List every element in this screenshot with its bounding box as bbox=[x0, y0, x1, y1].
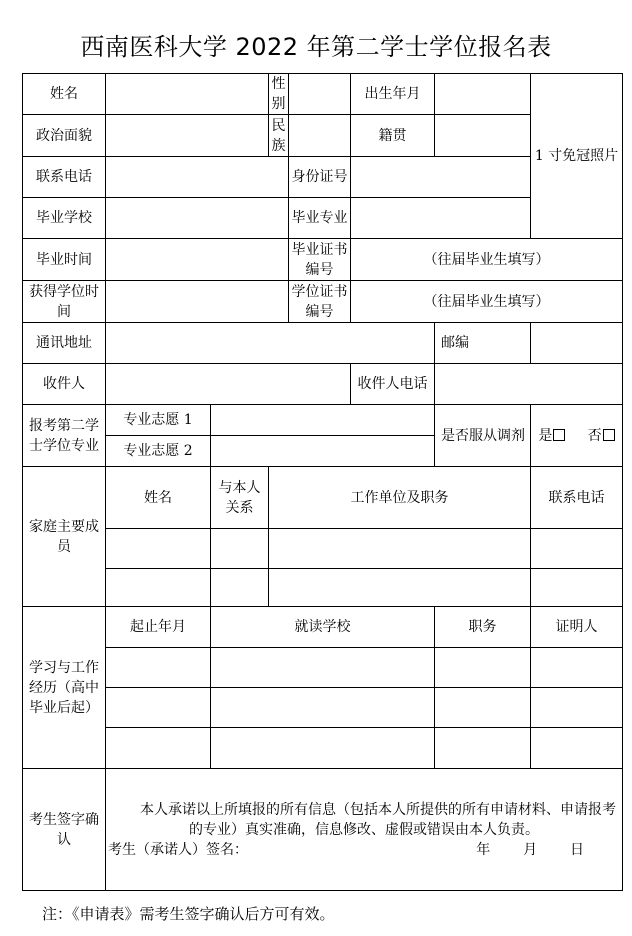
family-header-name: 姓名 bbox=[106, 467, 211, 529]
year-label: 年 bbox=[476, 841, 491, 858]
ethnicity-label: 民族 bbox=[269, 115, 289, 157]
exp-cell[interactable] bbox=[531, 648, 623, 688]
no-checkbox[interactable] bbox=[603, 429, 615, 441]
adjust-options bbox=[531, 405, 623, 467]
choice2-field[interactable] bbox=[211, 436, 435, 467]
recipient-phone-field[interactable] bbox=[435, 364, 623, 405]
family-cell[interactable] bbox=[269, 569, 531, 607]
pledge-block bbox=[106, 769, 623, 891]
choice1-label: 专业志愿 1 bbox=[106, 405, 211, 436]
no-label: 否 bbox=[587, 427, 602, 444]
native-place-label: 籍贯 bbox=[351, 115, 435, 157]
id-number-field[interactable] bbox=[351, 157, 531, 198]
exp-cell[interactable] bbox=[106, 728, 211, 769]
grad-time-label: 毕业时间 bbox=[23, 239, 106, 281]
adjust-label: 是否服从调剂 bbox=[435, 405, 531, 467]
exp-cell[interactable] bbox=[211, 688, 435, 728]
family-cell[interactable] bbox=[106, 529, 211, 569]
cert-no-label: 毕业证书编号 bbox=[289, 239, 351, 281]
phone-field[interactable] bbox=[106, 157, 289, 198]
choice2-label: 专业志愿 2 bbox=[106, 436, 211, 467]
degree-time-label: 获得学位时间 bbox=[23, 281, 106, 323]
address-label: 通讯地址 bbox=[23, 323, 106, 364]
family-cell[interactable] bbox=[531, 569, 623, 607]
exp-header-period: 起止年月 bbox=[106, 607, 211, 648]
applied-major-label: 报考第二学士学位专业 bbox=[23, 405, 106, 467]
birth-label: 出生年月 bbox=[351, 74, 435, 115]
political-label: 政治面貌 bbox=[23, 115, 106, 157]
recipient-field[interactable] bbox=[106, 364, 351, 405]
choice1-field[interactable] bbox=[211, 405, 435, 436]
yes-label: 是 bbox=[538, 427, 553, 444]
name-label: 姓名 bbox=[23, 74, 106, 115]
family-header-phone: 联系电话 bbox=[531, 467, 623, 529]
political-field[interactable] bbox=[106, 115, 269, 157]
date-group bbox=[476, 840, 584, 860]
exp-cell[interactable] bbox=[435, 688, 531, 728]
major-label: 毕业专业 bbox=[289, 198, 351, 239]
pledge-text: 本人承诺以上所填报的所有信息（包括本人所提供的所有申请材料、申请报考的专业）真实准确，信息修改、虚假或错误由本人负责。 bbox=[140, 801, 616, 838]
exp-cell[interactable] bbox=[211, 648, 435, 688]
grad-time-field[interactable] bbox=[106, 239, 289, 281]
pledge-section-label: 考生签字确认 bbox=[23, 769, 106, 891]
school-label: 毕业学校 bbox=[23, 198, 106, 239]
family-cell[interactable] bbox=[531, 529, 623, 569]
family-cell[interactable] bbox=[106, 569, 211, 607]
family-section-label: 家庭主要成员 bbox=[23, 467, 106, 607]
family-header-work: 工作单位及职务 bbox=[269, 467, 531, 529]
id-number-label: 身份证号 bbox=[289, 157, 351, 198]
signature-line bbox=[108, 840, 620, 860]
major-field[interactable] bbox=[351, 198, 531, 239]
day-label: 日 bbox=[570, 841, 584, 858]
exp-cell[interactable] bbox=[435, 648, 531, 688]
application-form bbox=[22, 73, 623, 891]
month-label: 月 bbox=[523, 841, 538, 858]
recipient-phone-label: 收件人电话 bbox=[351, 364, 435, 405]
exp-header-position: 职务 bbox=[435, 607, 531, 648]
family-cell[interactable] bbox=[269, 529, 531, 569]
exp-cell[interactable] bbox=[211, 728, 435, 769]
gender-field[interactable] bbox=[289, 74, 351, 115]
family-cell[interactable] bbox=[211, 569, 269, 607]
school-field[interactable] bbox=[106, 198, 289, 239]
yes-checkbox[interactable] bbox=[553, 429, 565, 441]
exp-header-school: 就读学校 bbox=[211, 607, 435, 648]
family-cell[interactable] bbox=[211, 529, 269, 569]
recipient-label: 收件人 bbox=[23, 364, 106, 405]
gender-label: 性别 bbox=[269, 74, 289, 115]
photo-box[interactable]: 1 寸免冠照片 bbox=[531, 74, 623, 239]
exp-header-witness: 证明人 bbox=[531, 607, 623, 648]
native-place-field[interactable] bbox=[435, 115, 531, 157]
exp-cell[interactable] bbox=[531, 688, 623, 728]
cert-no-hint[interactable]: （往届毕业生填写） bbox=[351, 239, 623, 281]
form-title: 西南医科大学 2022 年第二学士学位报名表 bbox=[80, 33, 552, 61]
degree-cert-no-hint[interactable]: （往届毕业生填写） bbox=[351, 281, 623, 323]
experience-section-label: 学习与工作经历（高中毕业后起） bbox=[23, 607, 106, 769]
degree-cert-no-label: 学位证书编号 bbox=[289, 281, 351, 323]
exp-cell[interactable] bbox=[106, 648, 211, 688]
address-field[interactable] bbox=[106, 323, 435, 364]
postcode-label: 邮编 bbox=[435, 323, 531, 364]
family-header-relation: 与本人关系 bbox=[211, 467, 269, 529]
exp-cell[interactable] bbox=[435, 728, 531, 769]
phone-label: 联系电话 bbox=[23, 157, 106, 198]
exp-cell[interactable] bbox=[531, 728, 623, 769]
exp-cell[interactable] bbox=[106, 688, 211, 728]
birth-field[interactable] bbox=[435, 74, 531, 115]
degree-time-field[interactable] bbox=[106, 281, 289, 323]
footnote: 注：《申请表》需考生签字确认后方可有效。 bbox=[42, 905, 335, 923]
signature-label: 考生（承诺人）签名： bbox=[108, 841, 248, 858]
ethnicity-field[interactable] bbox=[289, 115, 351, 157]
name-field[interactable] bbox=[106, 74, 269, 115]
postcode-field[interactable] bbox=[531, 323, 623, 364]
